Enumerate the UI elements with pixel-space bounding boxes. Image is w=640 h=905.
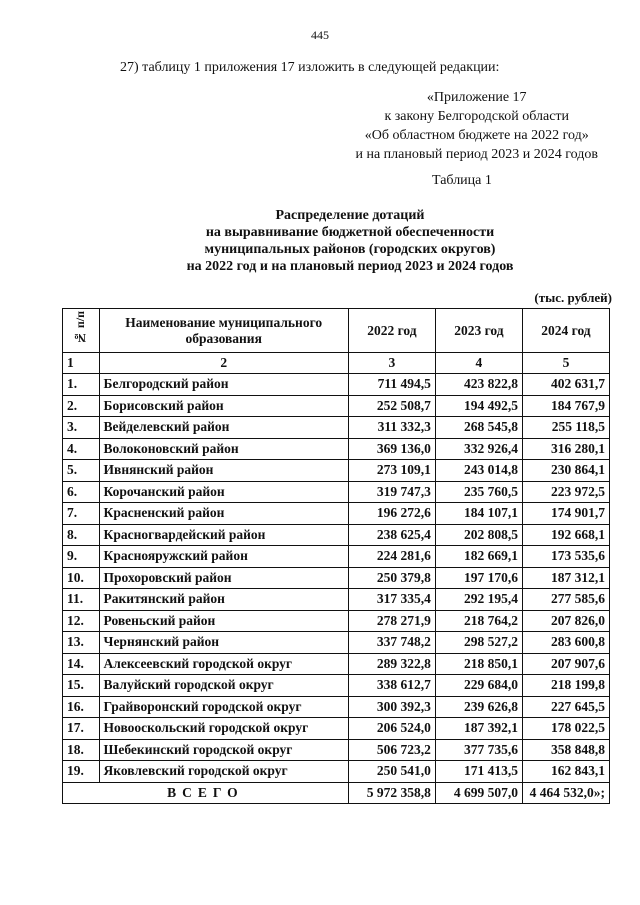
row-name: Красненский район [99,503,348,525]
row-number: 13. [63,632,100,654]
total-row [63,782,610,804]
row-name: Белгородский район [99,374,348,396]
row-name: Валуйский городской округ [99,675,348,697]
row-2024: 192 668,1 [522,524,609,546]
row-name: Ровеньский район [99,610,348,632]
table-row [63,481,610,503]
row-number: 16. [63,696,100,718]
table-row [63,610,610,632]
row-2023: 184 107,1 [435,503,522,525]
title-line-4: на 2022 год и на плановый период 2023 и 2024 годов [186,259,514,274]
index-cell: 5 [522,353,609,374]
header-row [63,309,610,353]
row-2023: 239 626,8 [435,696,522,718]
table-row [63,696,610,718]
row-name: Ракитянский район [99,589,348,611]
units-label: (тыс. рублей) [534,290,612,305]
row-2022: 278 271,9 [348,610,435,632]
table-row [63,632,610,654]
row-2022: 289 322,8 [348,653,435,675]
row-2022: 196 272,6 [348,503,435,525]
row-number: 8. [63,524,100,546]
row-name: Корочанский район [99,481,348,503]
row-name: Яковлевский городской округ [99,761,348,783]
appendix-line-3: «Об областном бюджете на 2022 год» [364,128,589,143]
index-cell: 2 [99,353,348,374]
table-row [63,718,610,740]
subsidy-table [62,308,610,804]
total-2022: 5 972 358,8 [348,782,435,804]
table-body [63,374,610,804]
table-row [63,761,610,783]
table-label: Таблица 1 [432,173,492,188]
appendix-line-2: к закону Белгородской области [384,109,570,124]
row-number: 10. [63,567,100,589]
row-name: Вейделевский район [99,417,348,439]
title-line-3: муниципальных районов (городских округов) [204,242,496,257]
column-index-row [63,353,610,374]
row-number: 18. [63,739,100,761]
row-2024: 227 645,5 [522,696,609,718]
table-row [63,546,610,568]
header-num [63,309,100,353]
row-2024: 207 907,6 [522,653,609,675]
row-number: 11. [63,589,100,611]
row-2022: 337 748,2 [348,632,435,654]
row-2022: 206 524,0 [348,718,435,740]
row-name: Новооскольский городской округ [99,718,348,740]
row-2022: 506 723,2 [348,739,435,761]
row-2022: 317 335,4 [348,589,435,611]
table-row [63,524,610,546]
row-number: 7. [63,503,100,525]
table-row [63,395,610,417]
row-2024: 283 600,8 [522,632,609,654]
row-2022: 711 494,5 [348,374,435,396]
row-2023: 298 527,2 [435,632,522,654]
row-2023: 218 764,2 [435,610,522,632]
row-2024: 184 767,9 [522,395,609,417]
row-number: 5. [63,460,100,482]
table-row [63,374,610,396]
row-2022: 300 392,3 [348,696,435,718]
row-2023: 332 926,4 [435,438,522,460]
table-row [63,503,610,525]
row-2024: 223 972,5 [522,481,609,503]
row-2024: 255 118,5 [522,417,609,439]
row-2022: 369 136,0 [348,438,435,460]
index-cell: 4 [435,353,522,374]
row-number: 9. [63,546,100,568]
header-2022: 2022 год [348,309,435,353]
row-2024: 173 535,6 [522,546,609,568]
row-2022: 311 332,3 [348,417,435,439]
row-2023: 423 822,8 [435,374,522,396]
row-number: 1. [63,374,100,396]
row-number: 4. [63,438,100,460]
row-name: Шебекинский городской округ [99,739,348,761]
header-name: Наименование муниципального образования [99,309,348,353]
row-2023: 218 850,1 [435,653,522,675]
appendix-line-1: «Приложение 17 [426,90,527,105]
row-2023: 243 014,8 [435,460,522,482]
row-2023: 194 492,5 [435,395,522,417]
index-cell: 3 [348,353,435,374]
row-2023: 235 760,5 [435,481,522,503]
row-2024: 358 848,8 [522,739,609,761]
row-2024: 178 022,5 [522,718,609,740]
total-label: ВСЕГО [63,782,349,804]
row-2023: 377 735,6 [435,739,522,761]
table-row [63,567,610,589]
row-2022: 238 625,4 [348,524,435,546]
row-name: Волоконовский район [99,438,348,460]
row-2022: 250 379,8 [348,567,435,589]
row-name: Красногвардейский район [99,524,348,546]
row-2023: 187 392,1 [435,718,522,740]
table-row [63,589,610,611]
title-line-1: Распределение дотаций [275,208,425,223]
table-row [63,653,610,675]
row-2022: 224 281,6 [348,546,435,568]
row-number: 14. [63,653,100,675]
row-2023: 171 413,5 [435,761,522,783]
row-2024: 187 312,1 [522,567,609,589]
row-2024: 174 901,7 [522,503,609,525]
row-2024: 277 585,6 [522,589,609,611]
row-name: Борисовский район [99,395,348,417]
row-number: 15. [63,675,100,697]
row-name: Грайворонский городской округ [99,696,348,718]
row-name: Алексеевский городской округ [99,653,348,675]
row-number: 6. [63,481,100,503]
row-2023: 229 684,0 [435,675,522,697]
row-2023: 268 545,8 [435,417,522,439]
row-number: 19. [63,761,100,783]
row-2022: 338 612,7 [348,675,435,697]
row-2024: 207 826,0 [522,610,609,632]
row-2022: 273 109,1 [348,460,435,482]
table-row [63,739,610,761]
table-row [63,438,610,460]
table-title [0,207,640,275]
row-name: Ивнянский район [99,460,348,482]
row-number: 17. [63,718,100,740]
row-number: 12. [63,610,100,632]
row-name: Краснояружский район [99,546,348,568]
row-2023: 292 195,4 [435,589,522,611]
row-2023: 182 669,1 [435,546,522,568]
row-name: Прохоровский район [99,567,348,589]
row-2022: 250 541,0 [348,761,435,783]
row-2024: 230 864,1 [522,460,609,482]
row-2024: 402 631,7 [522,374,609,396]
intro-text: 27) таблицу 1 приложения 17 изложить в следующей редакции: [120,60,500,75]
header-2023: 2023 год [435,309,522,353]
row-2024: 316 280,1 [522,438,609,460]
row-number: 2. [63,395,100,417]
table-row [63,460,610,482]
appendix-line-4: и на плановый период 2023 и 2024 годов [355,147,598,162]
table-row [63,675,610,697]
row-number: 3. [63,417,100,439]
total-2024: 4 464 532,0»; [522,782,609,804]
row-2024: 218 199,8 [522,675,609,697]
row-name: Чернянский район [99,632,348,654]
table-row [63,417,610,439]
appendix-reference [355,88,598,164]
title-line-2: на выравнивание бюджетной обеспеченности [205,225,495,240]
header-2024: 2024 год [522,309,609,353]
page-number: 445 [311,28,329,42]
row-2023: 197 170,6 [435,567,522,589]
row-2022: 319 747,3 [348,481,435,503]
header-num-text: № п/п [73,311,88,346]
total-2023: 4 699 507,0 [435,782,522,804]
row-2024: 162 843,1 [522,761,609,783]
index-cell: 1 [63,353,100,374]
row-2022: 252 508,7 [348,395,435,417]
row-2023: 202 808,5 [435,524,522,546]
